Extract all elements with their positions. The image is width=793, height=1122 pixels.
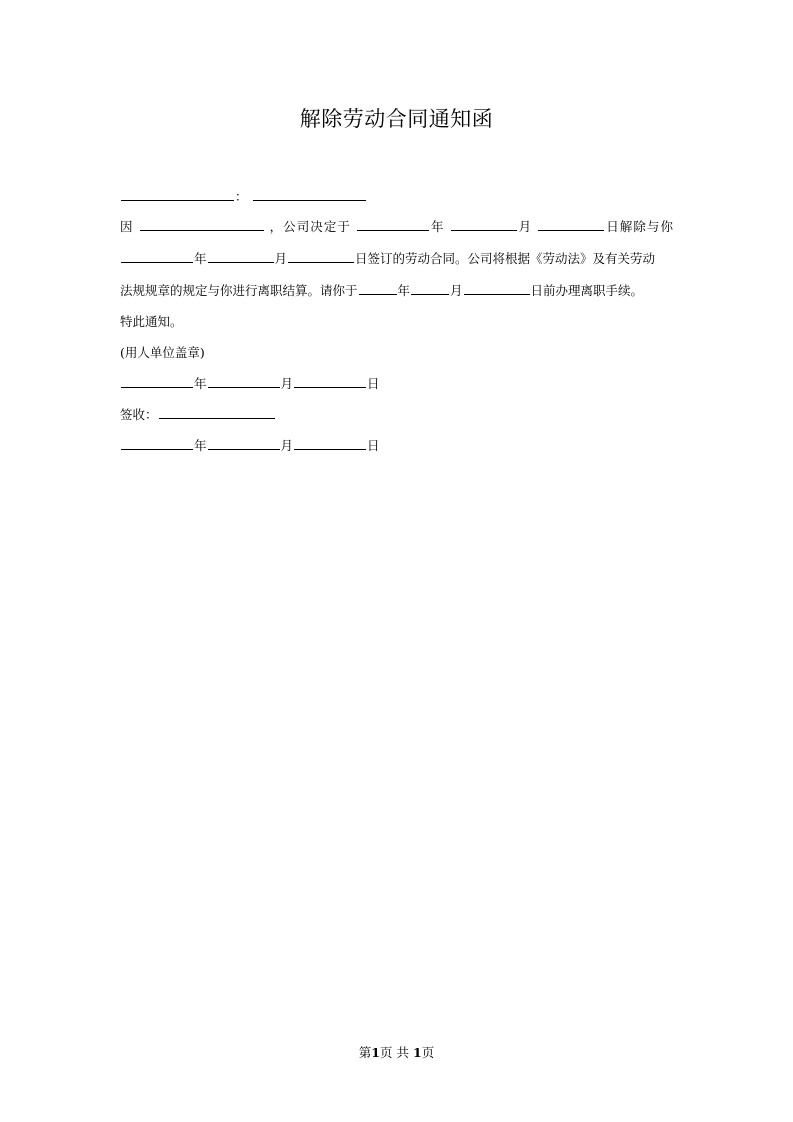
signed-day-blank[interactable] <box>288 250 354 263</box>
total-pages: 1 <box>413 1045 422 1060</box>
text-year: 年 <box>429 219 445 234</box>
text-sign-receipt: 签收： <box>120 407 158 422</box>
addressee-blank[interactable] <box>121 188 234 201</box>
footer-page-word: 页 <box>380 1045 393 1060</box>
text-because: 因 <box>120 219 134 234</box>
text-month: 月 <box>517 219 533 234</box>
signed-month-blank[interactable] <box>208 250 274 263</box>
text-year: 年 <box>194 438 207 453</box>
salutation-line <box>120 188 367 205</box>
text-month: 月 <box>280 438 294 453</box>
terminate-year-blank[interactable] <box>357 218 429 231</box>
text-day: 日 <box>367 438 380 453</box>
para-line-1 <box>120 218 673 235</box>
text-signed: 日签订的劳动合同。公司将根据《劳动法》及有关劳动 <box>355 251 656 266</box>
footer-page-word-2: 页 <box>421 1045 435 1060</box>
text-month: 月 <box>280 376 294 391</box>
colon: ： <box>235 189 248 204</box>
receipt-year-blank[interactable] <box>121 437 193 450</box>
text-year: 年 <box>194 251 207 266</box>
text-terminate: 日解除与你 <box>605 219 673 234</box>
page-footer <box>0 1043 793 1061</box>
terminate-day-blank[interactable] <box>538 218 604 231</box>
signature-blank[interactable] <box>159 406 275 419</box>
terminate-month-blank[interactable] <box>451 218 517 231</box>
addressee-name-blank[interactable] <box>253 188 366 201</box>
footer-total-word: 共 <box>396 1045 410 1060</box>
text-month: 月 <box>274 251 288 266</box>
receipt-day-blank[interactable] <box>294 437 366 450</box>
employer-date-line <box>120 375 380 392</box>
seal-text: (用人单位盖章) <box>120 345 205 360</box>
receipt-date-line <box>120 437 380 454</box>
notice-text: 特此通知。 <box>120 314 183 329</box>
reason-blank[interactable] <box>140 218 264 231</box>
text-decide: ，公司决定于 <box>269 219 351 234</box>
employer-year-blank[interactable] <box>121 375 193 388</box>
text-year: 年 <box>397 283 411 298</box>
para-line-2 <box>120 250 655 267</box>
procedure-year-blank[interactable] <box>359 282 397 295</box>
para-line-3 <box>120 282 643 299</box>
employer-day-blank[interactable] <box>294 375 366 388</box>
text-settlement: 法规规章的规定与你进行离职结算。请你于 <box>120 283 358 298</box>
signed-year-blank[interactable] <box>121 250 193 263</box>
employer-month-blank[interactable] <box>208 375 280 388</box>
footer-prefix: 第 <box>358 1045 372 1060</box>
current-page: 1 <box>371 1045 380 1060</box>
document-title: 解除劳动合同通知函 <box>299 107 494 131</box>
text-year: 年 <box>194 376 207 391</box>
procedure-month-blank[interactable] <box>411 282 449 295</box>
receipt-month-blank[interactable] <box>208 437 280 450</box>
text-month: 月 <box>450 283 463 298</box>
procedure-day-blank[interactable] <box>464 282 530 295</box>
sign-receipt-line <box>120 406 276 423</box>
text-procedures: 日前办理离职手续。 <box>530 283 644 298</box>
text-day: 日 <box>367 376 380 391</box>
